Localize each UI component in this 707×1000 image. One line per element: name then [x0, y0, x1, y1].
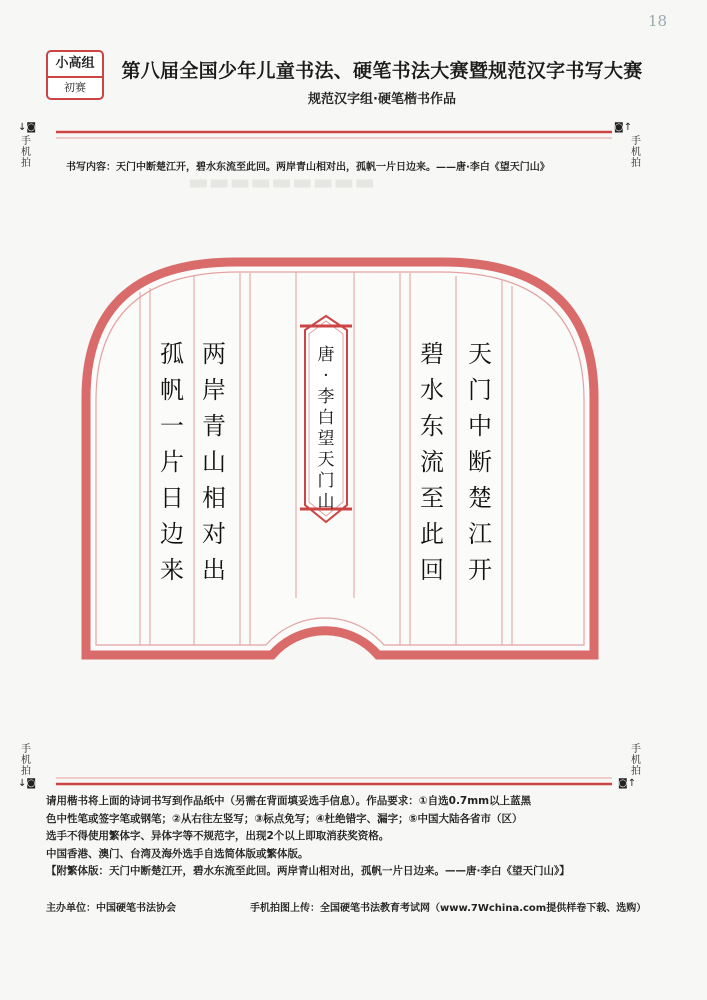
verse-column-2: 碧 水 东 流 至 此 回	[420, 340, 444, 584]
writing-content-text: 天门中断楚江开，碧水东流至此回。两岸青山相对出，孤帆一片日边来。——唐·李白《望天门山》	[116, 162, 550, 173]
writing-content-label: 书写内容：	[66, 162, 116, 173]
requirements-line: 请用楷书将上面的诗词书写到作品纸中（另需在背面填妥选手信息）。作品要求：①自选0.7mm以上蓝黑	[46, 795, 532, 807]
page-number: 18	[648, 12, 668, 30]
badge-group: 小高组	[48, 52, 102, 78]
upload-text: 手机拍图上传：全国硬笔书法教育考试网（www.7Wchina.com提供样卷下载、选购）	[250, 903, 647, 914]
page-subtitle: 规范汉字组·硬笔楷书作品	[308, 92, 456, 107]
camera-marker-icon: ↓◙	[18, 778, 37, 789]
requirements-line: 中国香港、澳门、台湾及海外选手自选简体版或繁体版。	[46, 847, 309, 860]
verse-column-3: 两 岸 青 山 相 对 出	[202, 340, 226, 584]
verse-column-1: 天 门 中 断 楚 江 开	[468, 340, 492, 584]
camera-marker-icon: ◙↑	[614, 122, 633, 133]
bleed-through-text: ▬▬▬▬▬▬▬▬▬	[188, 170, 376, 195]
badge-round: 初赛	[64, 81, 86, 94]
side-label-left-bottom: 手 机 拍	[21, 744, 31, 777]
verse-column-4: 孤 帆 一 片 日 边 来	[160, 340, 184, 584]
requirements-block	[46, 793, 658, 881]
page-title: 第八届全国少年儿童书法、硬笔书法大赛暨规范汉字书写大赛	[121, 60, 643, 82]
writing-content-line	[66, 158, 646, 173]
side-label-left-top: 手 机 拍	[21, 136, 31, 169]
requirements-line: 【附繁体版：天门中断楚江开，碧水东流至此回。两岸青山相对出，孤帆一片日边来。——唐·李白《望天门山》】	[46, 865, 570, 877]
requirements-line: 选手不得使用繁体字、异体字等不规范字，出现2个以上即取消获奖资格。	[46, 830, 390, 842]
side-label-right-top: 手 机 拍	[631, 136, 641, 169]
signature-inscription: 唐 · 李 白 望 天 门 山	[317, 345, 335, 512]
requirements-line: 色中性笔或签字笔或钢笔；②从右往左竖写；③标点免写；④杜绝错字、漏字；⑤中国大陆各省市（区）	[46, 812, 523, 825]
organizer-text: 主办单位：中国硬笔书法协会	[46, 903, 176, 914]
camera-marker-icon: ↓◙	[18, 122, 37, 133]
camera-marker-icon: ◙↑	[618, 778, 637, 789]
side-label-right-bottom: 手 机 拍	[631, 744, 641, 777]
